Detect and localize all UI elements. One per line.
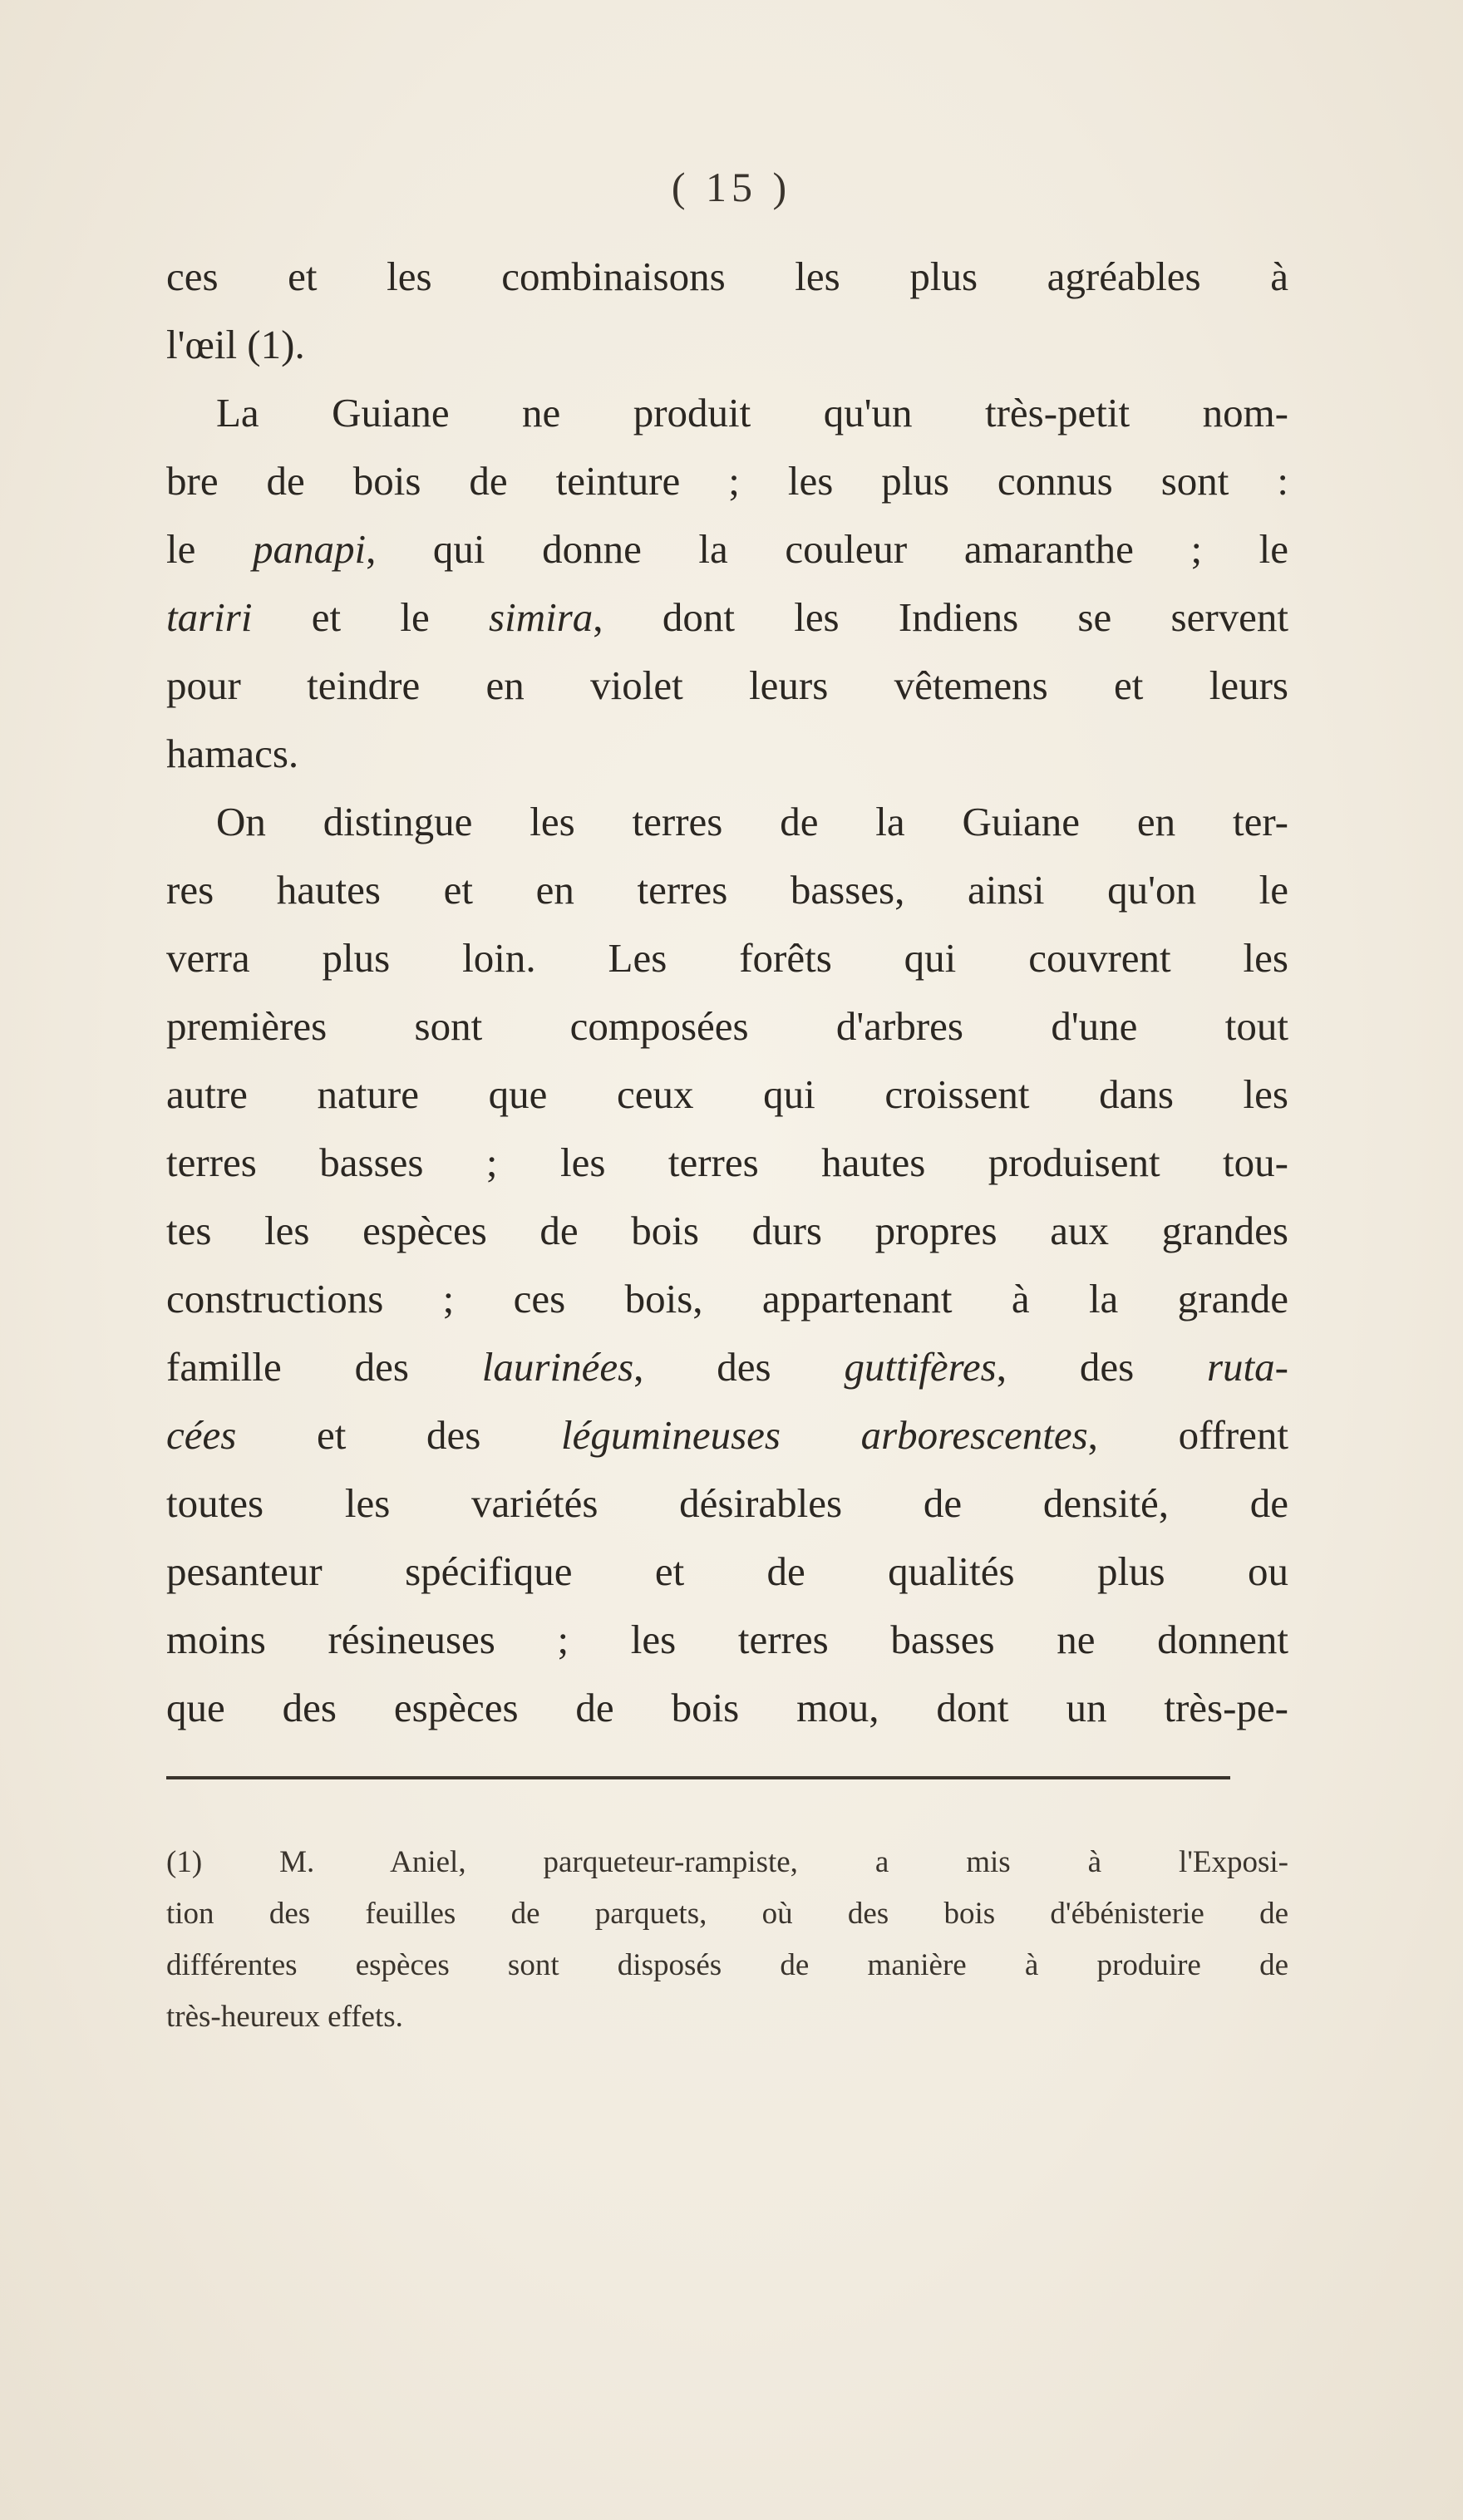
- text-line: hamacs.: [166, 731, 299, 776]
- italic-term: simira: [489, 594, 594, 640]
- main-text: [166, 243, 1288, 1742]
- text-line: On distingue les terres de la Guiane en ter-: [216, 799, 1288, 844]
- italic-term: cées: [166, 1412, 237, 1458]
- footnote-line: très-heureux effets.: [166, 2000, 403, 2034]
- footnote-line: différentes espèces sont disposés de manière à produire de: [166, 1948, 1288, 1982]
- footnote: [166, 1837, 1288, 2043]
- text-line: La Guiane ne produit qu'un très-petit nom-: [216, 390, 1288, 436]
- text-line: terres basses ; les terres hautes produisent tou-: [166, 1139, 1288, 1185]
- text-line: ces et les combinaisons les plus agréables à: [166, 253, 1288, 299]
- italic-term: panapi: [252, 526, 367, 572]
- text-line: famille des laurinées, des guttifères, des ruta-: [166, 1344, 1288, 1390]
- page-number: ( 15 ): [671, 164, 792, 210]
- footnote-line: (1) M. Aniel, parqueteur-rampiste, a mis à l'Exposi-: [166, 1845, 1288, 1879]
- text-line: bre de bois de teinture ; les plus connus sont :: [166, 458, 1288, 504]
- text-line: autre nature que ceux qui croissent dans les: [166, 1071, 1288, 1117]
- text-line: que des espèces de bois mou, dont un très-pe-: [166, 1685, 1288, 1730]
- text-line: constructions ; ces bois, appartenant à la grande: [166, 1276, 1288, 1322]
- text-line: toutes les variétés désirables de densité, de: [166, 1480, 1288, 1526]
- text-line: premières sont composées d'arbres d'une tout: [166, 1003, 1288, 1049]
- text-line: cées et des légumineuses arborescentes, offrent: [166, 1412, 1288, 1458]
- text-line: pour teindre en violet leurs vêtemens et leurs: [166, 662, 1288, 708]
- text-line: tariri et le simira, dont les Indiens se servent: [166, 594, 1289, 640]
- text-line: res hautes et en terres basses, ainsi qu'on le: [166, 867, 1288, 913]
- text-line: le panapi, qui donne la couleur amaranthe ; le: [166, 526, 1288, 572]
- footnote-separator: [166, 1776, 1230, 1779]
- italic-term: légumineuses arborescentes: [560, 1412, 1088, 1458]
- text-line: pesanteur spécifique et de qualités plus ou: [166, 1548, 1288, 1594]
- footnote-line: tion des feuilles de parquets, où des bois d'ébénisterie de: [166, 1897, 1288, 1931]
- italic-term: guttifères: [844, 1344, 997, 1390]
- italic-term: laurinées: [481, 1344, 634, 1390]
- italic-term: tariri: [166, 594, 253, 640]
- text-line: l'œil (1).: [166, 322, 305, 367]
- text-line: tes les espèces de bois durs propres aux grandes: [166, 1208, 1288, 1253]
- italic-term: ruta-: [1206, 1344, 1288, 1390]
- text-line: verra plus loin. Les forêts qui couvrent les: [166, 935, 1288, 981]
- text-line: moins résineuses ; les terres basses ne donnent: [166, 1617, 1288, 1662]
